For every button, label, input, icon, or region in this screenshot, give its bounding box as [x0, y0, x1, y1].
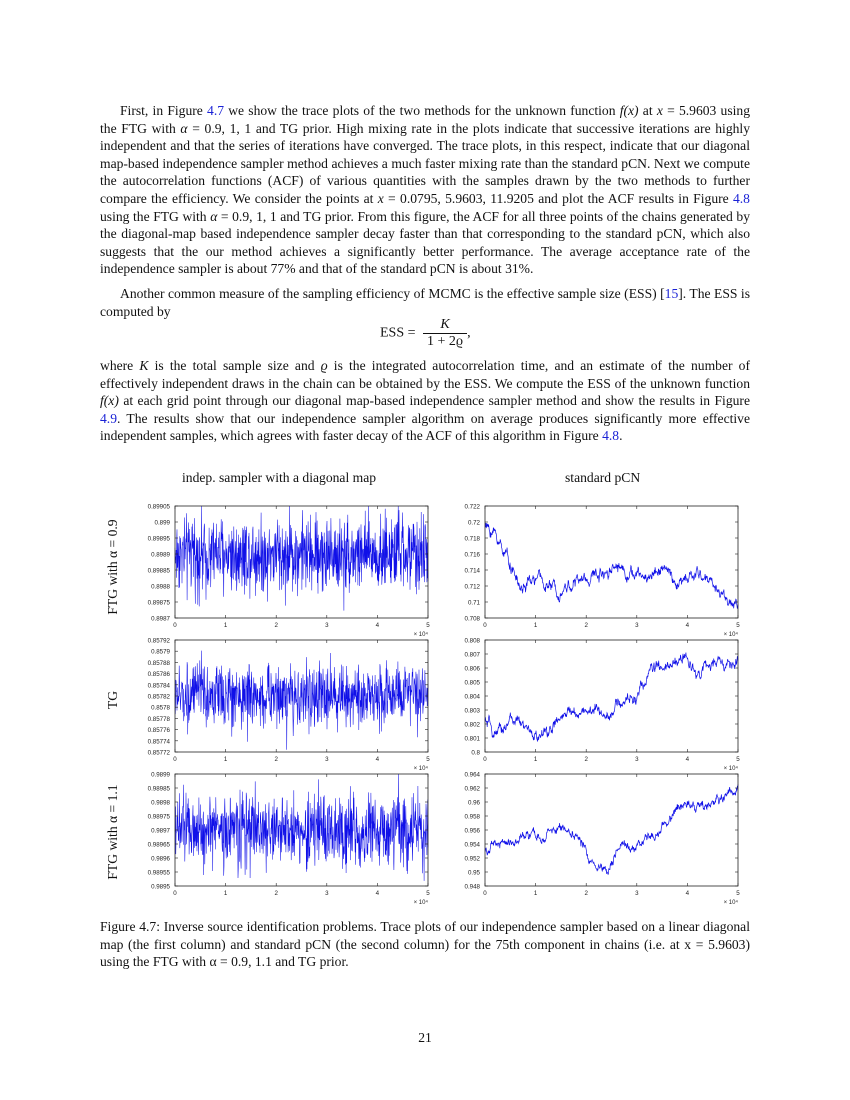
x-tick-label: 2 — [584, 890, 588, 897]
y-tick-label: 0.808 — [464, 637, 480, 645]
cross-reference-link[interactable]: 4.8 — [602, 428, 620, 444]
y-tick-label: 0.722 — [464, 503, 480, 511]
plot-frame — [485, 774, 738, 886]
y-tick-label: 0.98965 — [147, 841, 170, 849]
y-tick-label: 0.8988 — [151, 583, 170, 591]
trace-plot-pcn-ftg11 — [440, 766, 750, 906]
y-tick-label: 0.899 — [154, 519, 170, 527]
x-tick-label: 3 — [325, 890, 329, 897]
y-tick-label: 0.71 — [467, 599, 480, 607]
y-tick-label: 0.801 — [464, 735, 480, 743]
y-tick-label: 0.948 — [464, 883, 480, 891]
x-tick-label: 1 — [533, 622, 538, 629]
y-tick-label: 0.958 — [464, 813, 480, 821]
cross-reference-link[interactable]: 4.8 — [732, 190, 750, 206]
y-tick-label: 0.85788 — [147, 659, 170, 667]
paragraph-ess-intro: Another common measure of the sampling efficiency of MCMC is the effective sample size (ESS) [15]. The ESS is computed by — [100, 286, 751, 319]
cross-reference-link[interactable]: 15 — [664, 286, 679, 301]
figure-caption: Figure 4.7: Inverse source identification problems. Trace plots of our independence sampler based on a linear diagonal map (the first column) and standard pCN (the second column) for the 75th component in chains (i.e. at x = 5.9603) using the FTG with α = 0.9, 1.1 and TG prior. — [100, 919, 750, 970]
y-tick-label: 0.85782 — [147, 693, 170, 701]
x-tick-label: 5 — [426, 756, 430, 763]
y-tick-label: 0.716 — [464, 551, 480, 559]
y-tick-label: 0.9895 — [151, 883, 170, 891]
y-tick-label: 0.98975 — [147, 813, 170, 821]
x-tick-label: 2 — [584, 622, 588, 629]
x-tick-label: 4 — [685, 890, 690, 897]
math-symbol: x — [377, 190, 384, 206]
plot-frame — [485, 506, 738, 618]
x-tick-label: 2 — [274, 890, 278, 897]
x-tick-label: 5 — [426, 622, 430, 629]
y-tick-label: 0.712 — [464, 583, 480, 591]
x-tick-label: 1 — [223, 756, 228, 763]
y-tick-label: 0.96 — [467, 799, 480, 807]
x-tick-label: 4 — [375, 622, 380, 629]
y-tick-label: 0.85786 — [147, 671, 170, 679]
math-symbol: α — [180, 120, 188, 136]
equation-fraction — [423, 317, 467, 350]
y-tick-label: 0.9897 — [151, 827, 170, 835]
trace-line — [175, 506, 428, 611]
x-tick-label: 2 — [274, 756, 278, 763]
x-axis-multiplier: × 10⁴ — [723, 632, 738, 638]
paragraph-trace-discussion: First, in Figure 4.7 we show the trace plots of the two methods for the unknown function f(x) at x = 5.9603 using the FTG with α = 0.9, 1, 1 and TG prior. High mixing rate in the plots indicate that successive iterations are highly independent and that the series of iterations have converged. The trace plots, in this respect, indicate that our diagonal map-based independence sampler method achieves a much faster mixing rate than the standard pCN. Next we compute the autocorrelation functions (ACF) of various quantities with the samples drawn by the two methods to further compare the efficiency. We consider the points at x = 0.0795, 5.9603, 11.9205 and plot the ACF results in Figure 4.8 using the FTG with α = 0.9, 1, 1 and TG prior. From this figure, the ACF for all three points of the chains generated by the diagonal-map based independence sampler decay faster than that corresponding to the standard pCN, which also suggests that the our method achieves a significantly better performance. The average acceptance rate of the independence sampler is about 77% and that of the standard pCN is about 31%. — [100, 103, 751, 277]
plot-frame — [485, 640, 738, 752]
y-tick-label: 0.807 — [464, 651, 480, 659]
x-tick-label: 4 — [685, 756, 690, 763]
y-tick-label: 0.804 — [464, 693, 480, 701]
y-tick-label: 0.98985 — [147, 785, 170, 793]
y-tick-label: 0.89905 — [147, 503, 170, 511]
trace-line — [175, 651, 428, 750]
x-tick-label: 4 — [375, 756, 380, 763]
cross-reference-link[interactable]: 4.9 — [100, 410, 117, 426]
x-tick-label: 0 — [173, 756, 177, 763]
trace-plot-indep-ftg11 — [130, 766, 440, 906]
x-tick-label: 0 — [483, 756, 487, 763]
y-tick-label: 0.805 — [464, 679, 480, 687]
x-axis-multiplier: × 10⁴ — [413, 766, 428, 772]
math-symbol: α — [210, 208, 218, 224]
x-tick-label: 3 — [635, 890, 639, 897]
y-tick-label: 0.962 — [464, 785, 480, 793]
y-tick-label: 0.85776 — [147, 727, 170, 735]
x-tick-label: 3 — [325, 622, 329, 629]
y-tick-label: 0.806 — [464, 665, 480, 673]
trace-plot-indep-tg — [130, 632, 440, 772]
trace-line — [175, 774, 428, 881]
y-tick-label: 0.9899 — [151, 771, 170, 779]
x-tick-label: 0 — [483, 890, 487, 897]
y-tick-label: 0.89895 — [147, 535, 170, 543]
x-tick-label: 3 — [635, 756, 639, 763]
math-symbol: K — [139, 358, 149, 373]
y-tick-label: 0.85778 — [147, 715, 170, 723]
x-tick-label: 2 — [274, 622, 278, 629]
y-tick-label: 0.89885 — [147, 567, 170, 575]
x-tick-label: 3 — [325, 756, 329, 763]
y-tick-label: 0.8579 — [151, 648, 170, 656]
math-symbol: f(x) — [100, 393, 119, 409]
paragraph-ess-results: where K is the total sample size and ϱ is the integrated autocorrelation time, and an estimate of the number of effectively independent draws in the chain can be obtained by the ESS. We compute the ESS of the unknown function f(x) at each grid point through our diagonal map-based independence sampler method and show the results in Figure 4.9. The results show that our independence sampler algorithm on average produces significantly more effective independent samples, which agrees with faster decay of the ACF of this algorithm in Figure 4.8. — [100, 358, 750, 444]
cross-reference-link[interactable]: 4.7 — [207, 103, 225, 118]
trace-plot-pcn-tg — [440, 632, 750, 772]
math-symbol: x — [656, 103, 663, 118]
trace-line — [485, 653, 738, 742]
y-tick-label: 0.954 — [464, 841, 480, 849]
column-title-independence: indep. sampler with a diagonal map — [182, 470, 377, 485]
y-tick-label: 0.9896 — [151, 855, 170, 863]
x-tick-label: 5 — [736, 622, 740, 629]
x-tick-label: 5 — [736, 756, 740, 763]
y-tick-label: 0.89875 — [147, 599, 170, 607]
y-tick-label: 0.718 — [464, 535, 480, 543]
equation-lhs: ESS = — [380, 325, 416, 341]
y-tick-label: 0.964 — [464, 771, 480, 779]
x-axis-multiplier: × 10⁴ — [723, 900, 738, 906]
y-tick-label: 0.8989 — [151, 551, 170, 559]
x-axis-multiplier: × 10⁴ — [723, 766, 738, 772]
y-tick-label: 0.802 — [464, 721, 480, 729]
x-tick-label: 2 — [584, 756, 588, 763]
y-tick-label: 0.803 — [464, 707, 480, 715]
y-tick-label: 0.85774 — [147, 738, 170, 746]
row-label-tg: TG — [105, 690, 120, 710]
y-tick-label: 0.85792 — [147, 637, 170, 645]
y-tick-label: 0.8987 — [151, 615, 170, 623]
y-tick-label: 0.952 — [464, 855, 480, 863]
x-tick-label: 0 — [173, 622, 177, 629]
x-tick-label: 1 — [533, 756, 538, 763]
x-tick-label: 0 — [483, 622, 487, 629]
trace-line — [485, 523, 738, 609]
y-tick-label: 0.85784 — [147, 682, 170, 690]
y-tick-label: 0.714 — [464, 567, 480, 575]
y-tick-label: 0.95 — [467, 869, 480, 877]
ess-equation — [380, 317, 471, 350]
x-tick-label: 1 — [223, 622, 228, 629]
y-tick-label: 0.98955 — [147, 869, 170, 877]
x-axis-multiplier: × 10⁴ — [413, 632, 428, 638]
column-title-pcn: standard pCN — [565, 470, 641, 485]
trace-plot-indep-ftg09 — [130, 498, 440, 638]
page-number: 21 — [418, 1030, 432, 1045]
x-tick-label: 0 — [173, 890, 177, 897]
y-tick-label: 0.708 — [464, 615, 480, 623]
x-tick-label: 5 — [736, 890, 740, 897]
x-tick-label: 4 — [685, 622, 690, 629]
x-axis-multiplier: × 10⁴ — [413, 900, 428, 906]
math-symbol: f(x) — [619, 103, 639, 118]
x-tick-label: 3 — [635, 622, 639, 629]
x-tick-label: 1 — [533, 890, 538, 897]
y-tick-label: 0.72 — [467, 519, 480, 527]
equation-tail: , — [467, 325, 471, 341]
y-tick-label: 0.8578 — [151, 704, 170, 712]
trace-plot-pcn-ftg09 — [440, 498, 750, 638]
x-tick-label: 4 — [375, 890, 380, 897]
equation-numerator: K — [423, 317, 467, 334]
x-tick-label: 1 — [223, 890, 228, 897]
math-symbol: ϱ — [320, 358, 328, 373]
y-tick-label: 0.85772 — [147, 749, 170, 757]
row-label-ftg-09: FTG with α = 0.9 — [105, 519, 120, 615]
row-label-ftg-11: FTG with α = 1.1 — [105, 784, 120, 880]
x-tick-label: 5 — [426, 890, 430, 897]
trace-line — [485, 784, 738, 874]
y-tick-label: 0.956 — [464, 827, 480, 835]
y-tick-label: 0.8 — [471, 749, 480, 757]
equation-denominator: 1 + 2ϱ — [427, 334, 464, 349]
y-tick-label: 0.9898 — [151, 799, 170, 807]
